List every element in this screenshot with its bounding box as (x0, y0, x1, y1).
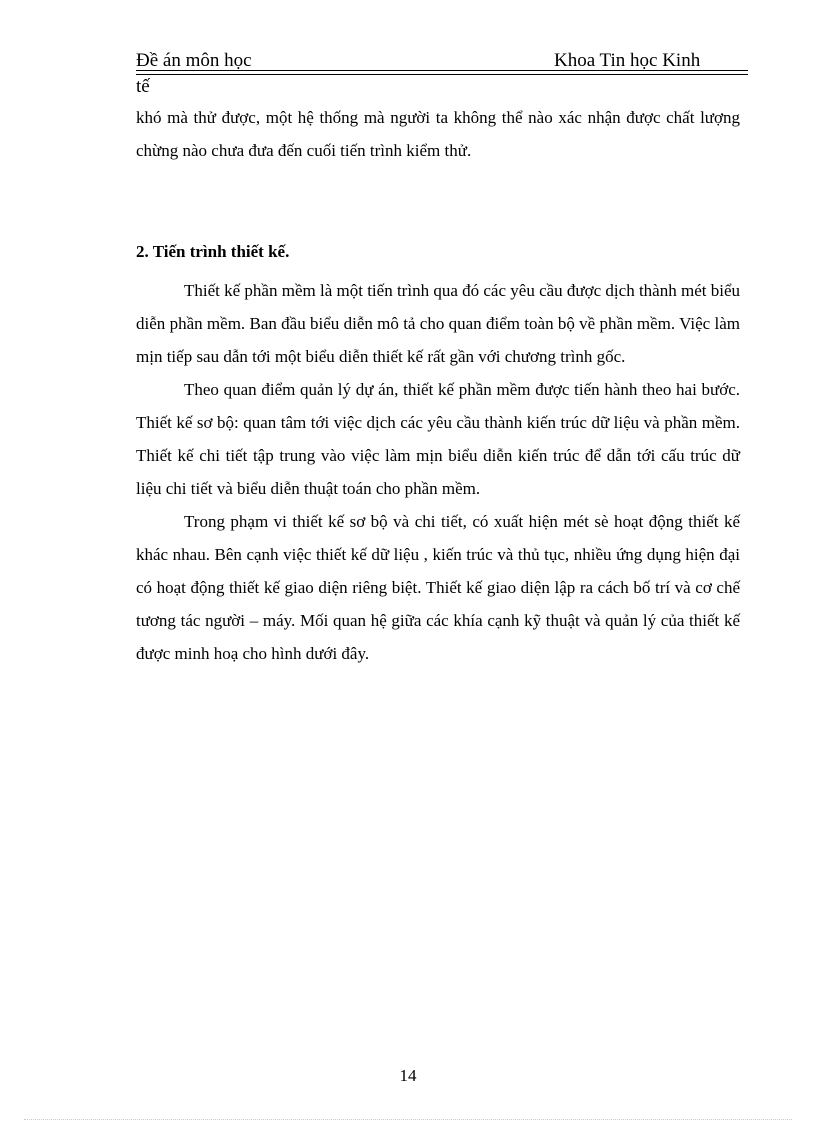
header-rule-thin (136, 74, 748, 75)
header-rule-thick (136, 70, 748, 71)
page-body (136, 101, 740, 670)
header-course-title: Đề án môn học (136, 50, 252, 71)
section-gap (136, 167, 740, 235)
body-paragraph-1: Thiết kế phần mềm là một tiến trình qua đó các yêu cầu được dịch thành mét biểu diễn phần mềm. Ban đầu biểu diễn mô tả cho quan điểm toàn bộ về phần mềm. Việc làm mịn tiếp sau dẫn tới một biểu diễn thiết kế rất gần với chương trình gốc. (136, 281, 740, 366)
footer-dotted-rule (24, 1119, 792, 1120)
body-paragraph-2: Theo quan điểm quản lý dự án, thiết kế phần mềm được tiến hành theo hai bước. Thiết kế sơ bộ: quan tâm tới việc dịch các yêu cầu thành kiến trúc dữ liệu và phần mềm. Thiết kế chi tiết tập trung vào việc làm mịn biểu diễn kiến trúc để dẫn tới cấu trúc dữ liệu chi tiết và biểu diễn thuật toán cho phần mềm. (136, 380, 740, 498)
header-faculty: Khoa Tin học Kinh (554, 50, 701, 71)
header-faculty-wrap: tế (136, 76, 150, 97)
section-heading: 2. Tiến trình thiết kế. (136, 242, 290, 261)
intro-paragraph: khó mà thử được, một hệ thống mà người ta không thể nào xác nhận được chất lượng chừng nào chưa đưa đến cuối tiến trình kiểm thử. (136, 108, 740, 160)
body-paragraph-3: Trong phạm vi thiết kế sơ bộ và chi tiết, có xuất hiện mét sè hoạt động thiết kế khác nhau. Bên cạnh việc thiết kế dữ liệu , kiến trúc và thủ tục, nhiều ứng dụng hiện đại có hoạt động thiết kế giao diện riêng biệt. Thiết kế giao diện lập ra cách bố trí và cơ chế tương tác người – máy. Mối quan hệ giữa các khía cạnh kỹ thuật và quản lý của thiết kế được minh hoạ cho hình dưới đây. (136, 512, 740, 663)
page-number: 14 (399, 1066, 417, 1085)
